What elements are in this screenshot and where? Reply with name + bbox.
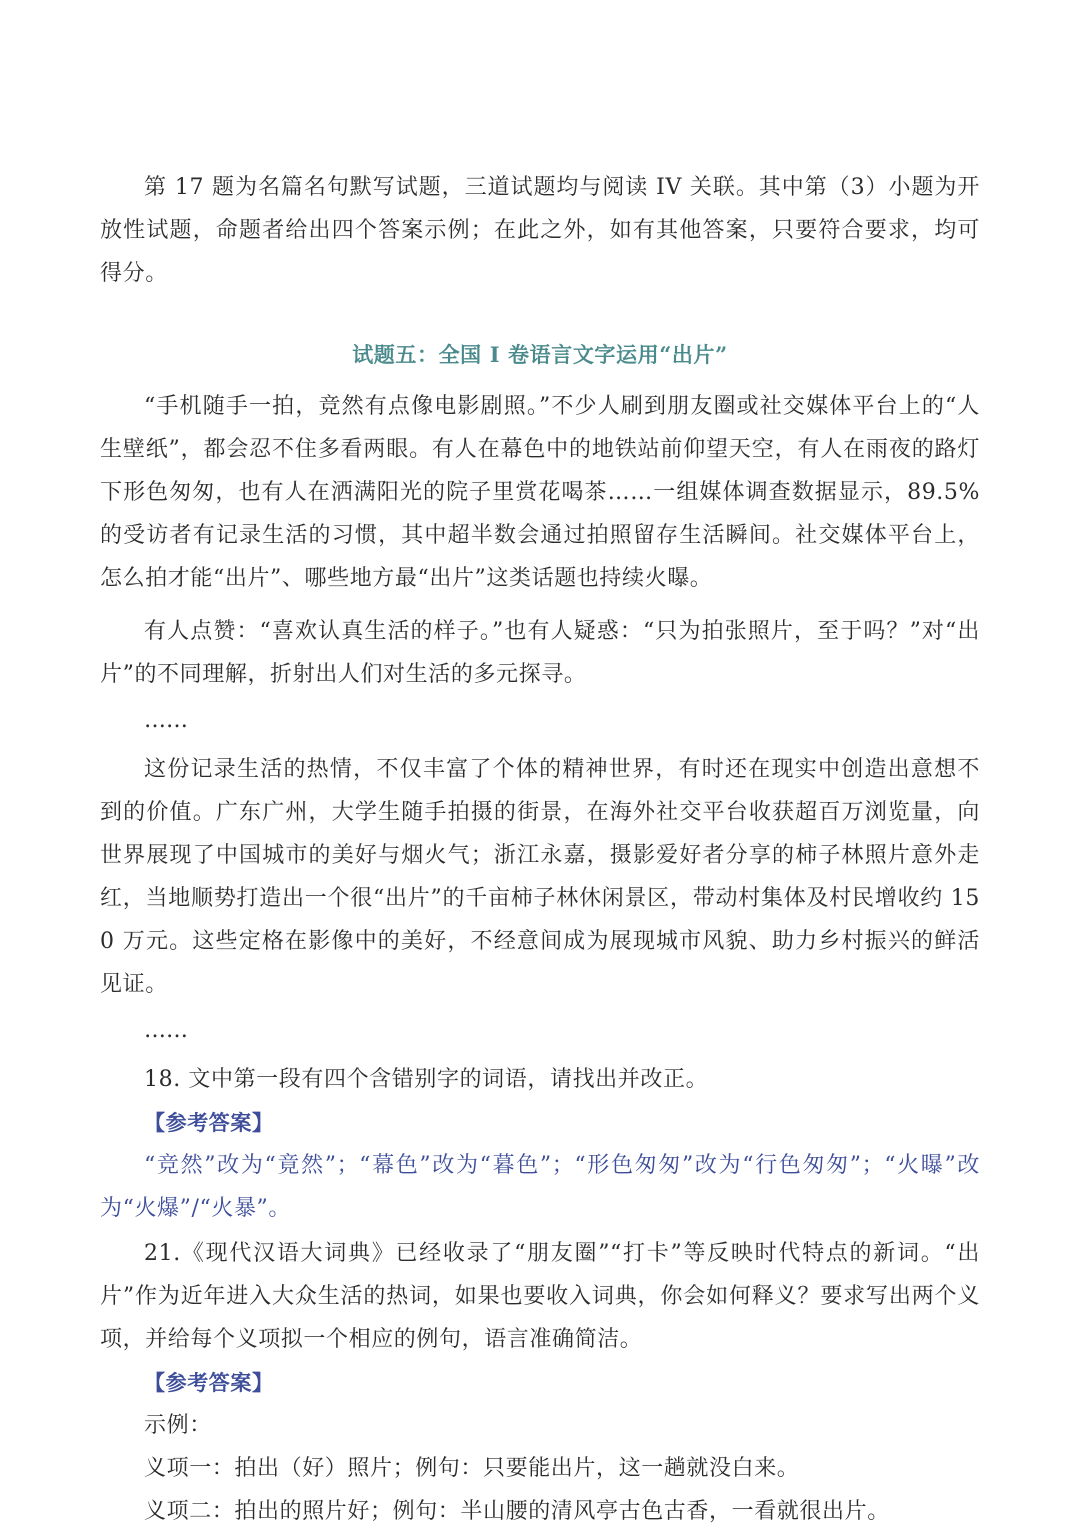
- question-21: 21.《现代汉语大词典》已经收录了“朋友圈”“打卡”等反映时代特点的新词。“出片”作为近年进入大众生活的热词，如果也要收入词典，你会如何释义？要求写出两个义项，并给每个义项拟一个相应的例句，语言准确简洁。: [100, 1241, 980, 1352]
- passage-paragraph-3: 这份记录生活的热情，不仅丰富了个体的精神世界，有时还在现实中创造出意想不到的价值。广东广州，大学生随手拍摄的街景，在海外社交平台收获超百万浏览量，向世界展现了中国城市的美好与烟火气；浙江永嘉，摄影爱好者分享的柿子林照片意外走红，当地顺势打造出一个很“出片”的千亩柿子林休闲景区，带动村集体及村民增收约 150 万元。这些定格在影像中的美好，不经意间成为展现城市风貌、助力乡村振兴的鲜活见证。: [100, 757, 980, 997]
- example-label: 示例：: [144, 1413, 212, 1438]
- answer-label-21: 【参考答案】: [144, 1370, 274, 1395]
- answer-label-18: 【参考答案】: [144, 1110, 274, 1135]
- passage-ellipsis-2: ……: [144, 1018, 188, 1043]
- answer-18: “竞然”改为“竟然”；“幕色”改为“暮色”；“形色匆匆”改为“行色匆匆”；“火曝”改为“火爆”/“火暴”。: [100, 1153, 980, 1221]
- question-18: 18. 文中第一段有四个含错别字的词语，请找出并改正。: [144, 1067, 709, 1092]
- passage-paragraph-1: “手机随手一拍，竞然有点像电影剧照。”不少人刷到朋友圈或社交媒体平台上的“人生壁纸”，都会忍不住多看两眼。有人在幕色中的地铁站前仰望天空，有人在雨夜的路灯下形色匆匆，也有人在洒满阳光的院子里赏花喝茶……一组媒体调查数据显示，89.5%的受访者有记录生活的习惯，其中超半数会通过拍照留存生活瞬间。社交媒体平台上，怎么拍才能“出片”、哪些地方最“出片”这类话题也持续火曝。: [100, 394, 980, 591]
- sense-1: 义项一：拍出（好）照片；例句：只要能出片，这一趟就没白来。: [144, 1456, 800, 1481]
- sense-2: 义项二：拍出的照片好；例句：半山腰的清风亭古色古香，一看就很出片。: [144, 1499, 890, 1524]
- passage-paragraph-2: 有人点赞：“喜欢认真生活的样子。”也有人疑惑：“只为拍张照片，至于吗？”对“出片”的不同理解，折射出人们对生活的多元探寻。: [100, 619, 980, 687]
- section-title: 试题五：全国 I 卷语言文字运用“出片”: [352, 342, 728, 367]
- intro-paragraph: 第 17 题为名篇名句默写试题，三道试题均与阅读 IV 关联。其中第（3）小题为开放性试题，命题者给出四个答案示例；在此之外，如有其他答案，只要符合要求，均可得分。: [100, 175, 980, 286]
- passage-ellipsis-1: ……: [144, 708, 188, 733]
